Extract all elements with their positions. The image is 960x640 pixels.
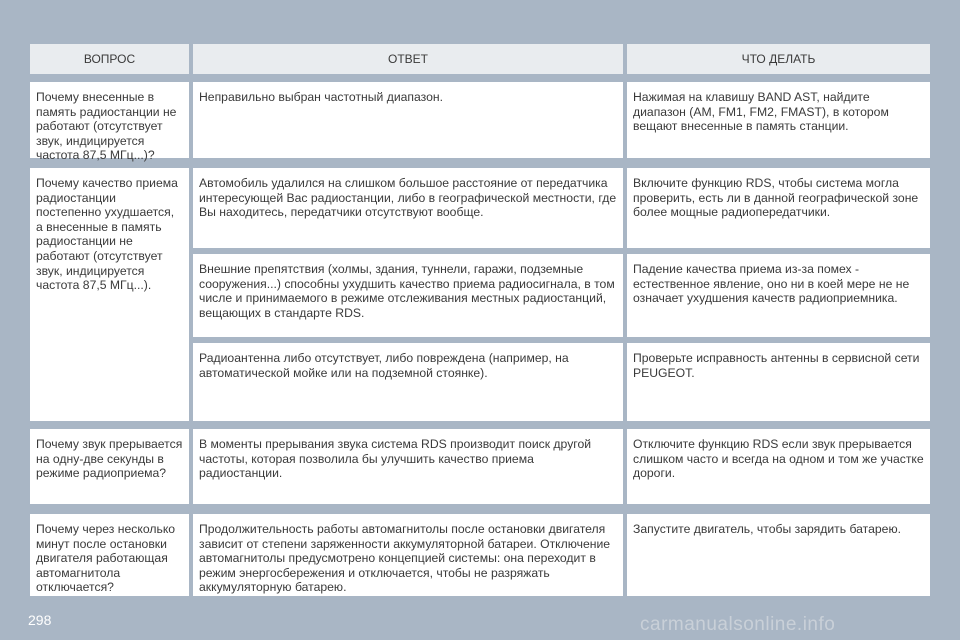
watermark: carmanualsonline.info xyxy=(640,614,836,635)
header-action: ЧТО ДЕЛАТЬ xyxy=(627,44,930,74)
answer-cell: Внешние препятствия (холмы, здания, туннели, гаражи, подземные сооружения...) способны ухудшить качество приема радиосигнала, в том числе и принимаемого в режиме отслеживания местных радиостанций, вещающих в стандарте RDS. xyxy=(193,254,623,337)
answer-cell: Автомобиль удалился на слишком большое расстояние от передатчика интересующей Вас радиостанции, либо в географической местности, где Вы находитесь, передатчики отсутствуют вообще. xyxy=(193,168,623,248)
question-cell: Почему качество приема радиостанции постепенно ухудшается, а внесенные в память радиостанции не работают (отсутствует звук, индицируется частота 87,5 МГц...). xyxy=(30,168,189,421)
header-answer: ОТВЕТ xyxy=(193,44,623,74)
answer-cell: Продолжительность работы автомагнитолы после остановки двигателя зависит от степени заряженности аккумуляторной батареи. Отключение автомагнитолы предусмотрено концепцией системы: она переходит в режим энергосбережения и отключается, чтобы не разряжать аккумуляторную батарею. xyxy=(193,514,623,596)
action-cell: Проверьте исправность антенны в сервисной сети PEUGEOT. xyxy=(627,343,930,421)
question-cell: Почему звук прерывается на одну-две секунды в режиме радиоприема? xyxy=(30,429,189,504)
answer-cell: Неправильно выбран частотный диапазон. xyxy=(193,82,623,158)
answer-cell: Радиоантенна либо отсутствует, либо повреждена (например, на автоматической мойке или на подземной стоянке). xyxy=(193,343,623,421)
question-cell: Почему через несколько минут после остановки двигателя работающая автомагнитола отключается? xyxy=(30,514,189,596)
action-cell: Нажимая на клавишу BAND AST, найдите диапазон (AM, FM1, FM2, FMAST), в котором вещают внесенные в память станции. xyxy=(627,82,930,158)
answer-cell: В моменты прерывания звука система RDS производит поиск другой частоты, которая позволила бы улучшить качество приема радиостанции. xyxy=(193,429,623,504)
question-cell: Почему внесенные в память радиостанции не работают (отсутствует звук, индицируется частота 87,5 МГц...)? xyxy=(30,82,189,158)
header-question: ВОПРОС xyxy=(30,44,189,74)
action-cell: Включите функцию RDS, чтобы система могла проверить, есть ли в данной географической зоне более мощные радиопередатчики. xyxy=(627,168,930,248)
page-number: 298 xyxy=(28,612,52,628)
action-cell: Падение качества приема из-за помех - естественное явление, оно ни в коей мере не не означает ухудшения качеств радиоприемника. xyxy=(627,254,930,337)
action-cell: Отключите функцию RDS если звук прерывается слишком часто и всегда на одном и том же участке дороги. xyxy=(627,429,930,504)
action-cell: Запустите двигатель, чтобы зарядить батарею. xyxy=(627,514,930,596)
